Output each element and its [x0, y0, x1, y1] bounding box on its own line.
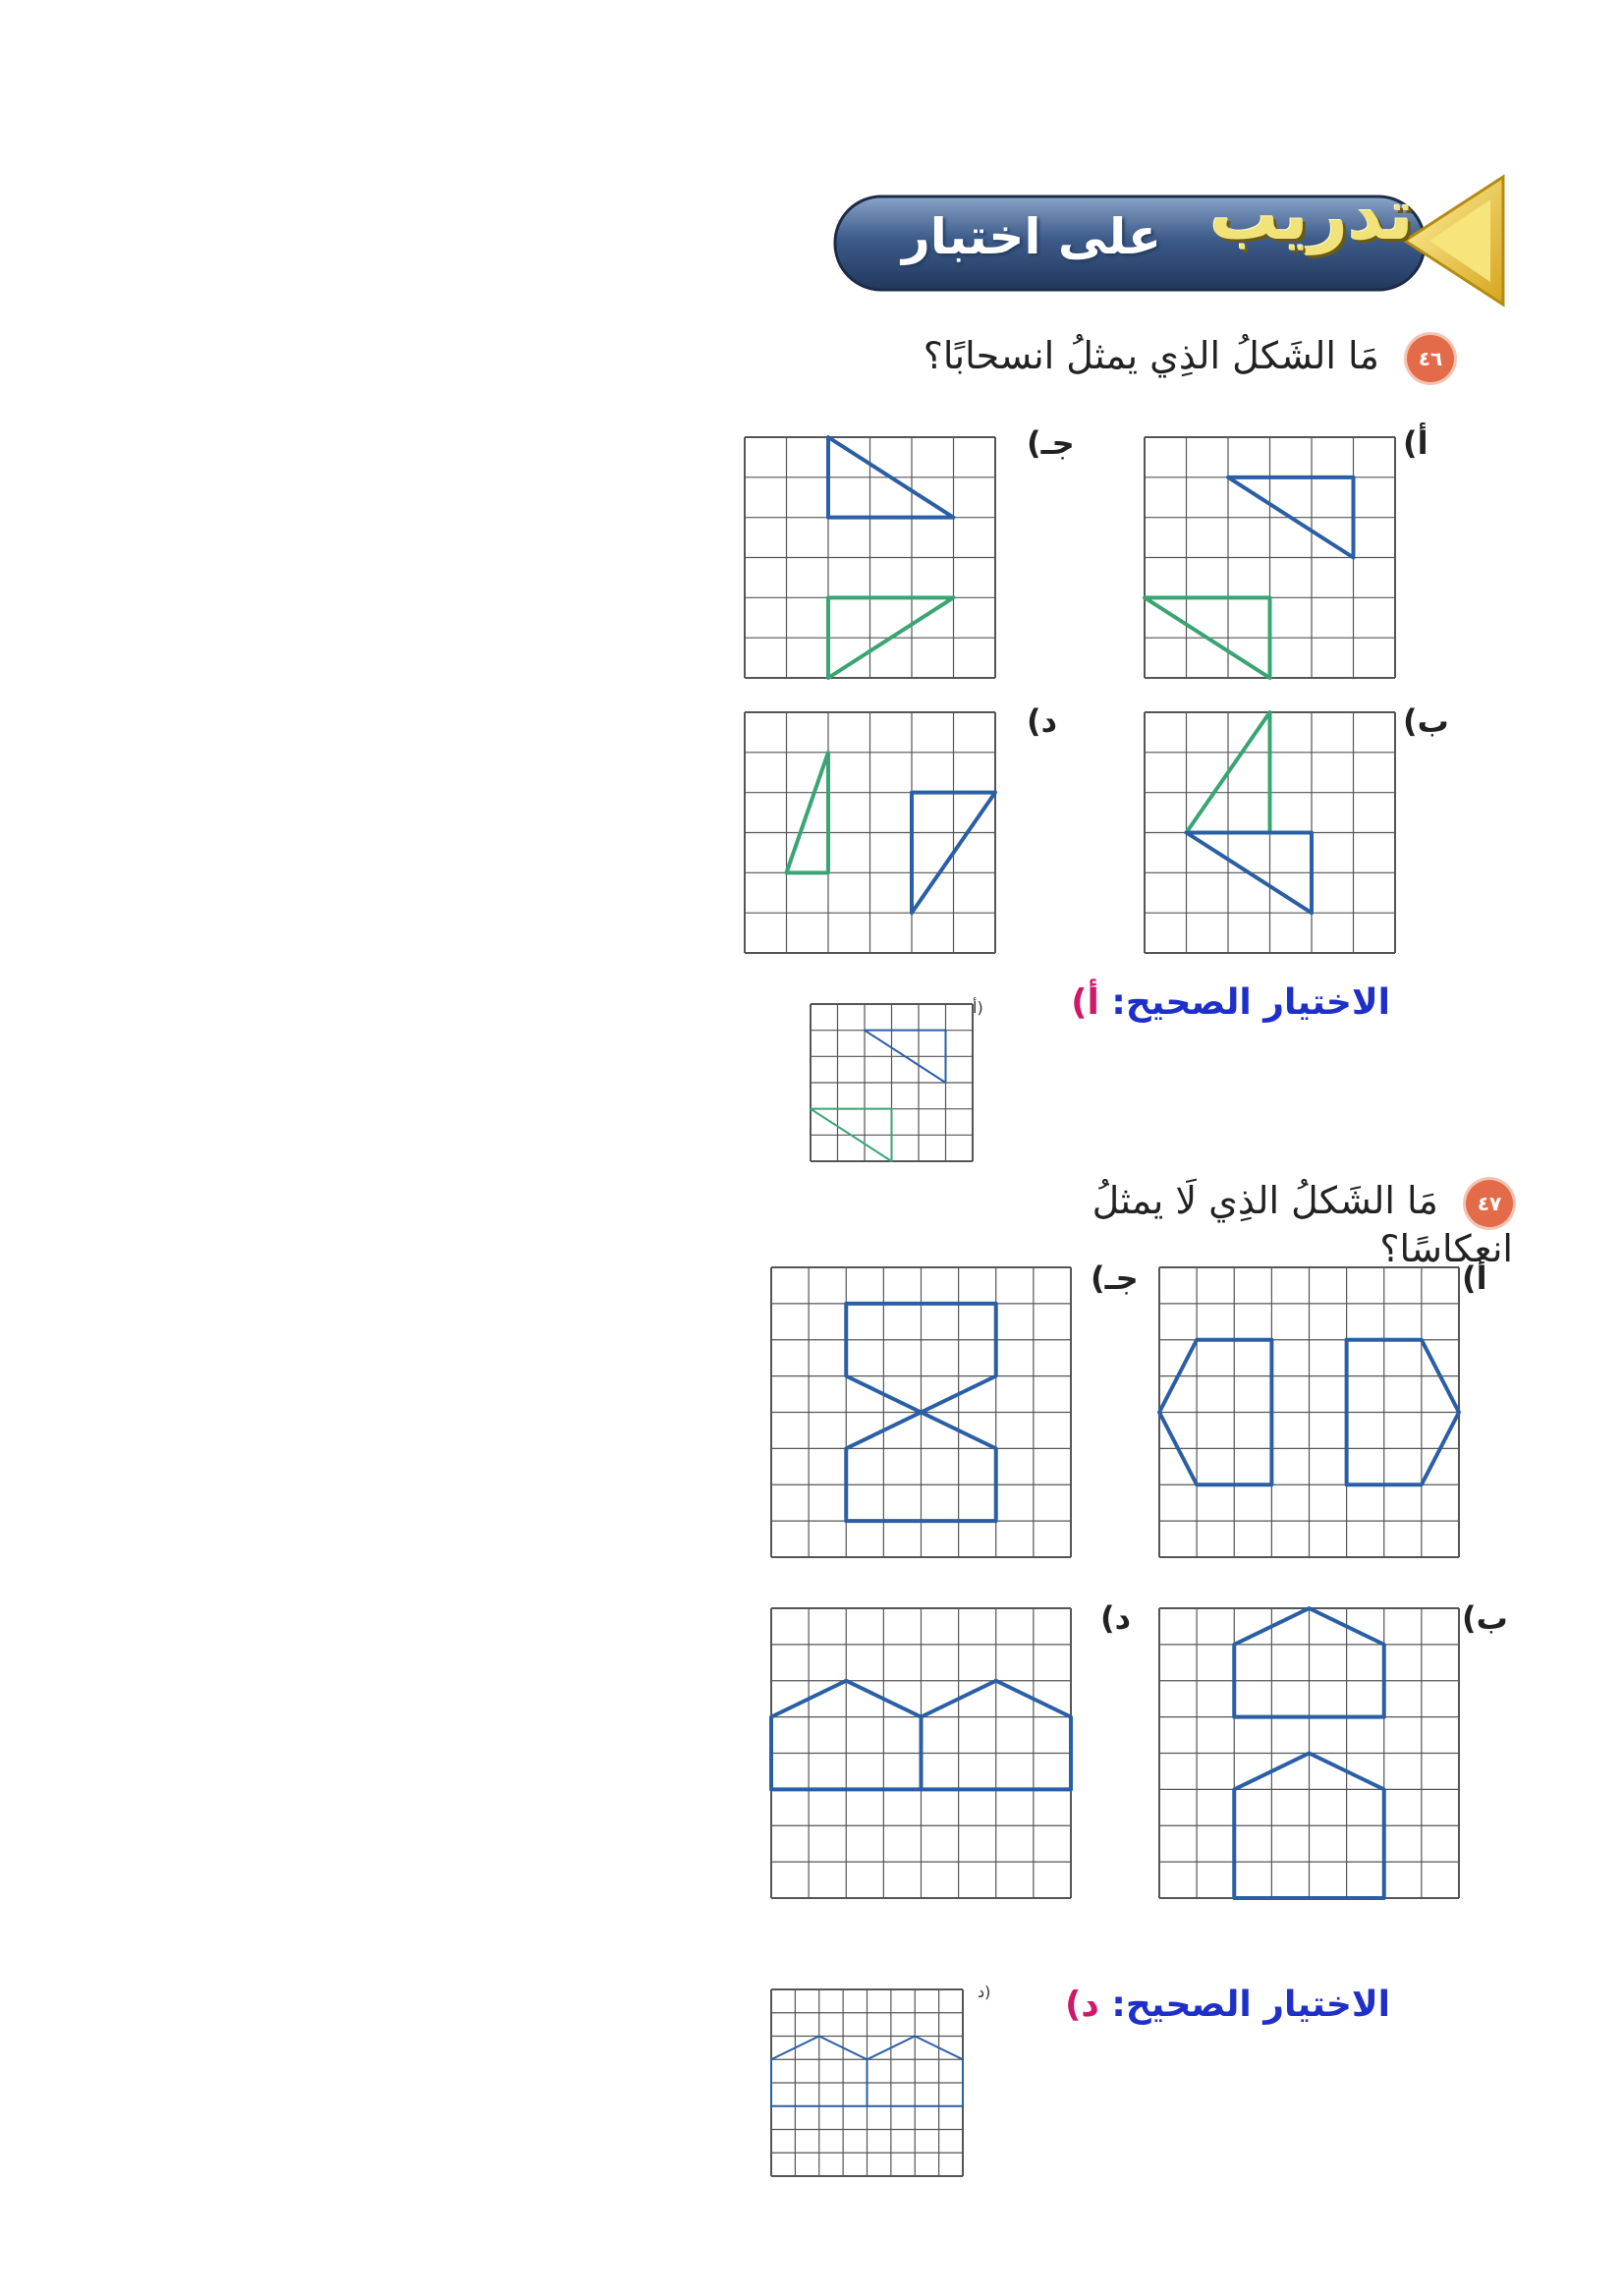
question-46	[904, 334, 1454, 382]
grid-figure-option-d[interactable]	[745, 712, 995, 953]
question-47	[953, 1179, 1513, 1270]
grid-figure-option-d[interactable]	[771, 1608, 1071, 1898]
answer-47	[1056, 1985, 1390, 2025]
question-text: مَا الشَكلُ الذِي لَا يمثلُ انعكاسًا؟	[1092, 1179, 1513, 1270]
question-number-badge: ٤٦	[1407, 335, 1454, 382]
option-label-c: جـ)	[1091, 1259, 1139, 1297]
option-label-b: ب)	[1462, 1599, 1508, 1637]
thumbnail-label: أ)	[973, 998, 983, 1017]
answer-value: أ)	[1071, 982, 1099, 1023]
answer-value: د)	[1064, 1985, 1099, 2025]
thumbnail-label: د)	[978, 1983, 991, 2001]
option-label-b: ب)	[1403, 702, 1449, 740]
question-text: مَا الشَكلُ الذِي يمثلُ انسحابًا؟	[923, 334, 1379, 377]
question-number-badge: ٤٧	[1466, 1180, 1513, 1227]
answer-46	[1066, 982, 1390, 1023]
grid-figure-option-a[interactable]	[1159, 1267, 1459, 1557]
answer-thumbnail-figure	[811, 1004, 973, 1161]
grid-figure-option-a[interactable]	[1145, 437, 1395, 678]
option-label-a: أ)	[1462, 1259, 1487, 1297]
option-label-c: جـ)	[1027, 424, 1075, 462]
answer-thumbnail-figure	[771, 1989, 963, 2176]
option-label-a: أ)	[1403, 424, 1428, 462]
banner-subtitle: على اختبار	[901, 208, 1162, 265]
green-shape	[787, 753, 829, 873]
grid-figure-option-c[interactable]	[745, 437, 995, 678]
answer-label: الاختيار الصحيح:	[1111, 1985, 1390, 2025]
grid-figure-option-b[interactable]	[1145, 712, 1395, 953]
option-label-d: د)	[1100, 1599, 1132, 1637]
answer-label: الاختيار الصحيح:	[1111, 982, 1390, 1023]
banner-title: تدريب	[1209, 175, 1414, 255]
option-label-d: د)	[1027, 702, 1058, 740]
grid-figure-option-b[interactable]	[1159, 1608, 1459, 1898]
grid-figure-option-c[interactable]	[771, 1267, 1071, 1557]
